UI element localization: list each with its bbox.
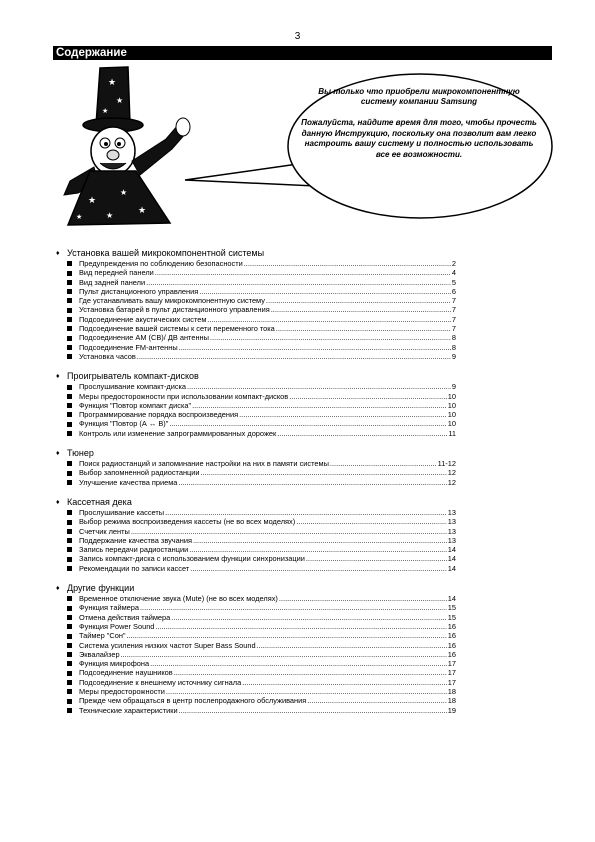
entry-page-number: 14	[447, 594, 456, 604]
dot-leader	[155, 268, 451, 277]
toc-entry[interactable]	[56, 459, 456, 468]
entry-label: Выбор запомненной радиостанции	[79, 468, 200, 478]
entry-label: Функция таймера	[79, 603, 139, 613]
dot-leader	[257, 641, 447, 650]
section-heading	[56, 248, 456, 259]
section-title: Кассетная дека	[67, 496, 132, 507]
toc-entry[interactable]	[56, 296, 456, 305]
entry-page-number: 13	[447, 517, 456, 527]
toc-entry[interactable]	[56, 468, 456, 477]
dot-leader	[155, 622, 446, 631]
entry-page-number: 17	[447, 677, 456, 687]
svg-text:★: ★	[116, 96, 124, 105]
square-bullet-icon	[67, 671, 72, 676]
entry-page-number: 18	[447, 696, 456, 706]
toc-entry[interactable]	[56, 687, 456, 696]
square-bullet-icon	[67, 510, 72, 515]
entry-label: Подсоединение к внешнему источнику сигнала	[79, 677, 242, 687]
square-bullet-icon	[67, 566, 72, 571]
dot-leader	[165, 508, 447, 517]
dot-leader	[242, 678, 447, 687]
diamond-bullet-icon: ♦	[56, 585, 60, 593]
square-bullet-icon	[67, 520, 72, 525]
entry-page-number: 11-12	[437, 459, 456, 469]
toc-entry[interactable]	[56, 554, 456, 563]
square-bullet-icon	[67, 403, 72, 408]
toc-section	[56, 371, 456, 438]
entry-page-number: 2	[451, 259, 456, 268]
entry-label: Технические характеристики	[79, 705, 178, 715]
dot-leader	[137, 352, 451, 361]
toc-entry[interactable]	[56, 401, 456, 410]
toc-entry[interactable]	[56, 659, 456, 668]
toc-entry[interactable]	[56, 392, 456, 401]
square-bullet-icon	[67, 689, 72, 694]
square-bullet-icon	[67, 385, 72, 390]
entry-label: Подсоединение FM-антенны	[79, 342, 178, 352]
square-bullet-icon	[67, 643, 72, 648]
entry-page-number: 10	[447, 419, 456, 429]
dot-leader	[277, 429, 447, 438]
entry-label: Таймер "Сон"	[79, 631, 126, 641]
page-number: 3	[294, 31, 301, 42]
entry-label: Эквалайзер	[79, 649, 120, 659]
page-title: Содержание	[53, 46, 552, 60]
square-bullet-icon	[67, 289, 72, 294]
dot-leader	[171, 613, 447, 622]
entry-page-number: 6	[451, 286, 456, 296]
toc-entry[interactable]	[56, 706, 456, 715]
square-bullet-icon	[67, 615, 72, 620]
entry-page-number: 19	[447, 705, 456, 715]
entry-page-number: 17	[447, 659, 456, 669]
square-bullet-icon	[67, 708, 72, 713]
square-bullet-icon	[67, 699, 72, 704]
dot-leader	[279, 594, 447, 603]
dot-leader	[192, 401, 447, 410]
entry-page-number: 11	[448, 428, 456, 438]
square-bullet-icon	[67, 394, 72, 399]
square-bullet-icon	[67, 606, 72, 611]
entry-label: Система усиления низких частот Super Bass Sound	[79, 640, 256, 650]
dot-leader	[207, 315, 450, 324]
entry-page-number: 16	[447, 649, 456, 659]
dot-leader	[150, 659, 447, 668]
square-bullet-icon	[67, 529, 72, 534]
toc-entry[interactable]	[56, 259, 456, 268]
toc-entry[interactable]	[56, 343, 456, 352]
dot-leader	[201, 468, 447, 477]
entry-page-number: 7	[451, 296, 456, 306]
dot-leader	[166, 687, 447, 696]
toc-entry[interactable]	[56, 478, 456, 487]
dot-leader	[169, 419, 446, 428]
bubble-text	[300, 87, 538, 160]
square-bullet-icon	[67, 336, 72, 341]
entry-label: Улучшение качества приема	[79, 477, 178, 487]
entry-label: Выбор режима воспроизведения кассеты (не во всех моделях)	[79, 517, 296, 527]
dot-leader	[179, 706, 447, 715]
toc-entry[interactable]	[56, 650, 456, 659]
entry-label: Контроль или изменение запрограммированных дорожек	[79, 428, 277, 438]
entry-label: Прослушивание кассеты	[79, 507, 165, 517]
svg-text:★: ★	[76, 214, 83, 221]
entry-page-number: 13	[447, 507, 456, 517]
entry-label: Запись компакт-диска с использованием функции синхронизации	[79, 554, 305, 564]
svg-text:★: ★	[88, 195, 97, 205]
toc-entry[interactable]	[56, 668, 456, 677]
entry-label: Подсоединение наушников	[79, 668, 173, 678]
dot-leader	[131, 527, 447, 536]
entry-page-number: 15	[447, 603, 456, 613]
entry-page-number: 10	[447, 391, 456, 401]
entry-page-number: 17	[447, 668, 456, 678]
section-heading	[56, 583, 456, 594]
toc-entry[interactable]	[56, 268, 456, 277]
entry-page-number: 4	[451, 268, 456, 278]
square-bullet-icon	[67, 538, 72, 543]
entry-page-number: 16	[447, 631, 456, 641]
entry-label: Поиск радиостанций и запоминание настройки на них в памяти системы	[79, 459, 329, 469]
entry-page-number: 16	[447, 621, 456, 631]
entry-label: Предупреждения по соблюдению безопасности	[79, 259, 243, 268]
dot-leader	[330, 459, 437, 468]
toc-entry[interactable]	[56, 641, 456, 650]
square-bullet-icon	[67, 345, 72, 350]
square-bullet-icon	[67, 280, 72, 285]
entry-label: Подсоединение акустических систем	[79, 314, 207, 324]
dot-leader	[289, 392, 447, 401]
diamond-bullet-icon: ♦	[56, 250, 60, 257]
square-bullet-icon	[67, 557, 72, 562]
square-bullet-icon	[67, 680, 72, 685]
square-bullet-icon	[67, 596, 72, 601]
dot-leader	[146, 278, 451, 287]
square-bullet-icon	[67, 326, 72, 331]
entry-label: Запись передачи радиостанции	[79, 545, 189, 555]
square-bullet-icon	[67, 422, 72, 427]
square-bullet-icon	[67, 431, 72, 436]
svg-text:★: ★	[138, 205, 147, 215]
entry-label: Пульт дистанционного управления	[79, 286, 199, 296]
toc-entry[interactable]	[56, 594, 456, 603]
section-title: Другие функции	[67, 583, 135, 594]
square-bullet-icon	[67, 471, 72, 476]
toc-entry[interactable]	[56, 410, 456, 419]
entry-page-number: 16	[447, 640, 456, 650]
toc-entry[interactable]	[56, 333, 456, 342]
entry-page-number: 9	[451, 382, 456, 392]
entry-label: Временное отключение звука (Mute) (не во всех моделях)	[79, 594, 278, 604]
toc-entry[interactable]	[56, 527, 456, 536]
square-bullet-icon	[67, 317, 72, 322]
square-bullet-icon	[67, 634, 72, 639]
toc-entry[interactable]	[56, 429, 456, 438]
toc-section	[56, 448, 456, 487]
entry-page-number: 15	[447, 612, 456, 622]
dot-leader	[199, 287, 451, 296]
toc-entry[interactable]	[56, 419, 456, 428]
entry-page-number: 12	[447, 468, 456, 478]
entry-label: Вид задней панели	[79, 277, 146, 287]
dot-leader	[187, 382, 451, 391]
dot-leader	[239, 410, 447, 419]
entry-label: Подсоединение АМ (СВ)/ ДВ антенны	[79, 333, 209, 343]
bubble-intro-text: Вы только что приобрели микрокомпонентную систему компании Samsung	[318, 87, 520, 107]
entry-page-number: 10	[447, 410, 456, 420]
entry-label: Подсоединение вашей системы к сети переменного тока	[79, 324, 275, 334]
toc-entry[interactable]	[56, 678, 456, 687]
square-bullet-icon	[67, 354, 72, 359]
dot-leader	[193, 536, 447, 545]
svg-text:★: ★	[102, 108, 109, 115]
dot-leader	[127, 631, 447, 640]
section-heading	[56, 497, 456, 508]
entry-page-number: 7	[451, 324, 456, 334]
square-bullet-icon	[67, 624, 72, 629]
entry-label: Меры предосторожности при использовании компакт-дисков	[79, 391, 289, 401]
section-title: Тюнер	[67, 448, 94, 459]
entry-label: Счетчик ленты	[79, 526, 130, 536]
table-of-contents	[56, 248, 456, 725]
square-bullet-icon	[67, 412, 72, 417]
square-bullet-icon	[67, 547, 72, 552]
entry-page-number: 5	[451, 277, 456, 287]
entry-label: Программирование порядка воспроизведения	[79, 410, 239, 420]
entry-label: Прежде чем обращаться в центр послепродажного обслуживания	[79, 696, 307, 706]
square-bullet-icon	[67, 271, 72, 276]
dot-leader	[244, 259, 451, 268]
toc-entry[interactable]	[56, 545, 456, 554]
entry-page-number: 8	[451, 333, 456, 343]
dot-leader	[307, 696, 447, 705]
entry-page-number: 7	[451, 314, 456, 324]
section-title: Установка вашей микрокомпонентной системы	[67, 248, 265, 258]
entry-label: Функция микрофона	[79, 659, 150, 669]
toc-entry[interactable]	[56, 564, 456, 573]
dot-leader	[210, 333, 451, 342]
entry-label: Установка батарей в пульт дистанционного управления	[79, 305, 270, 315]
svg-text:★: ★	[108, 77, 117, 87]
toc-entry[interactable]	[56, 305, 456, 314]
diamond-bullet-icon: ♦	[56, 450, 60, 458]
dot-leader	[121, 650, 447, 659]
dot-leader	[178, 478, 446, 487]
entry-label: Отмена действия таймера	[79, 612, 171, 622]
toc-entry[interactable]	[56, 631, 456, 640]
dot-leader	[306, 554, 447, 563]
entry-label: Меры предосторожности	[79, 686, 165, 696]
section-heading	[56, 448, 456, 459]
dot-leader	[271, 305, 451, 314]
square-bullet-icon	[67, 261, 72, 266]
entry-page-number: 9	[451, 351, 456, 361]
entry-label: Где устанавливать вашу микрокомпонентную систему	[79, 296, 265, 306]
dot-leader	[189, 545, 447, 554]
dot-leader	[296, 517, 447, 526]
dot-leader	[190, 564, 447, 573]
toc-entry[interactable]	[56, 278, 456, 287]
toc-entry[interactable]	[56, 517, 456, 526]
entry-page-number: 10	[447, 400, 456, 410]
entry-label: Функция "Повтор (А ↔ В)"	[79, 419, 169, 429]
entry-page-number: 7	[451, 305, 456, 315]
toc-section	[56, 497, 456, 573]
entry-page-number: 8	[451, 342, 456, 352]
entry-label: Функция "Повтор компакт диска"	[79, 400, 192, 410]
dot-leader	[276, 324, 451, 333]
toc-entry[interactable]	[56, 382, 456, 391]
entry-label: Установка часов	[79, 351, 136, 361]
entry-page-number: 14	[447, 563, 456, 573]
toc-entry[interactable]	[56, 613, 456, 622]
diamond-bullet-icon: ♦	[56, 373, 60, 381]
svg-text:★: ★	[106, 211, 114, 220]
toc-entry[interactable]	[56, 287, 456, 296]
dot-leader	[266, 296, 451, 305]
entry-label: Поддержание качества звучания	[79, 535, 192, 545]
toc-entry[interactable]	[56, 696, 456, 705]
square-bullet-icon	[67, 652, 72, 657]
entry-label: Рекомендации по записи кассет	[79, 563, 190, 573]
entry-page-number: 12	[447, 477, 456, 487]
dot-leader	[179, 343, 451, 352]
entry-label: Вид передней панели	[79, 268, 154, 278]
toc-section	[56, 248, 456, 361]
toc-entry[interactable]	[56, 315, 456, 324]
entry-page-number: 13	[447, 535, 456, 545]
svg-text:★: ★	[120, 188, 128, 197]
bubble-request-text: Пожалуйста, найдите время для того, чтобы прочесть данную Инструкцию, поскольку она позволит вам легко настроить вашу систему и полностью использовать все ее возможности.	[301, 118, 537, 159]
section-title: Проигрыватель компакт-дисков	[67, 371, 199, 382]
toc-entry[interactable]	[56, 622, 456, 631]
entry-page-number: 14	[447, 545, 456, 555]
toc-entry[interactable]	[56, 603, 456, 612]
entry-page-number: 13	[447, 526, 456, 536]
entry-page-number: 18	[447, 686, 456, 696]
dot-leader	[140, 603, 447, 612]
square-bullet-icon	[67, 661, 72, 666]
toc-entry[interactable]	[56, 352, 456, 361]
square-bullet-icon	[67, 308, 72, 313]
entry-label: Прослушивание компакт-диска	[79, 382, 187, 392]
entry-page-number: 14	[447, 554, 456, 564]
toc-entry[interactable]	[56, 508, 456, 517]
square-bullet-icon	[67, 298, 72, 303]
dot-leader	[174, 668, 447, 677]
diamond-bullet-icon: ♦	[56, 498, 60, 506]
toc-entry[interactable]	[56, 536, 456, 545]
square-bullet-icon	[67, 480, 72, 485]
square-bullet-icon	[67, 461, 72, 466]
toc-entry[interactable]	[56, 324, 456, 333]
section-heading	[56, 371, 456, 382]
entry-label: Функция Power Sound	[79, 621, 155, 631]
toc-section	[56, 583, 456, 715]
